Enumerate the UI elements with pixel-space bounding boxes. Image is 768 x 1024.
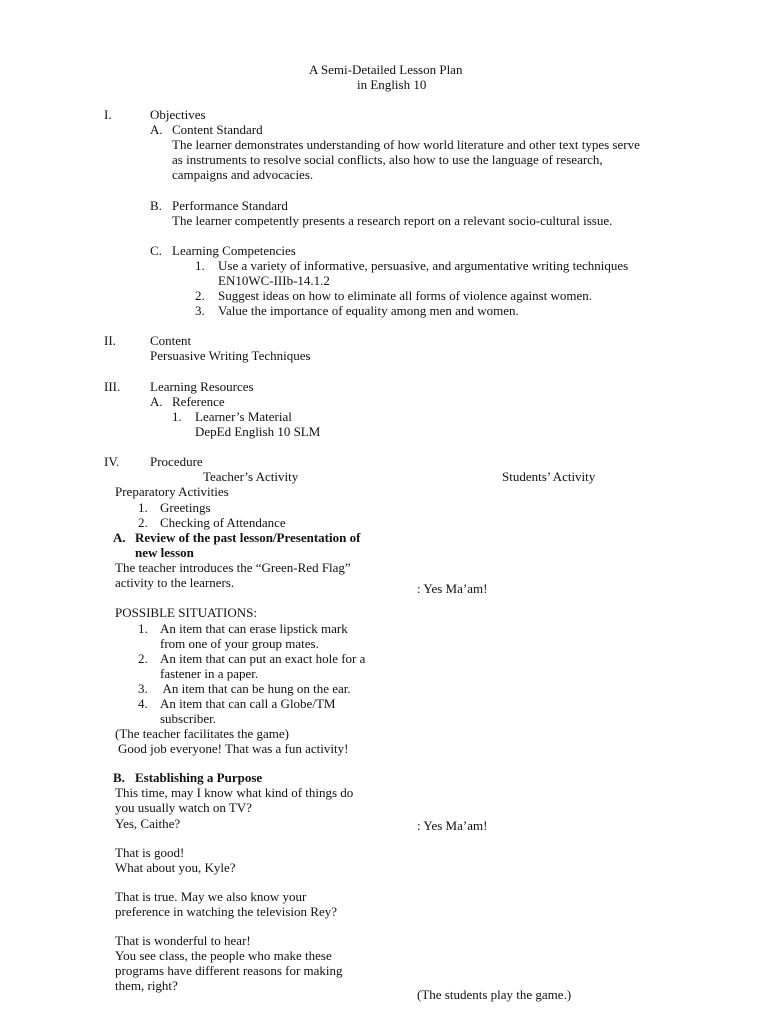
section-numeral: IV. [104, 454, 120, 469]
teacher-line: That is good! [115, 845, 185, 860]
competency-item: Use a variety of informative, persuasive, and argumentative writing techniques [218, 258, 629, 273]
document-title: A Semi-Detailed Lesson Plan [309, 62, 463, 77]
competency-code: EN10WC-IIIb-14.1.2 [218, 273, 330, 288]
column-header-students: Students’ Activity [502, 469, 596, 484]
subsection-letter: A. [150, 122, 163, 137]
student-note: (The students play the game.) [417, 987, 572, 1002]
section-heading-learning-resources: Learning Resources [150, 379, 254, 394]
student-reply: : Yes Ma’am! [417, 818, 488, 833]
subsection-heading-learning-competencies: Learning Competencies [172, 243, 296, 258]
performance-standard-line: The learner competently presents a research report on a relevant socio-cultural issue. [172, 213, 613, 228]
list-item-number: 3. [195, 303, 205, 318]
list-item-number: 2. [138, 515, 148, 530]
situation-item: An item that can erase lipstick mark [160, 621, 348, 636]
list-item-number: 3. [138, 681, 148, 696]
section-numeral: I. [104, 107, 112, 122]
subsection-heading-reference: Reference [172, 394, 225, 409]
content-topic: Persuasive Writing Techniques [150, 348, 311, 363]
situation-item: An item that can be hung on the ear. [160, 681, 351, 696]
subsection-heading-review-cont: new lesson [135, 545, 194, 560]
subsection-letter: A. [113, 530, 126, 545]
subsection-heading-content-standard: Content Standard [172, 122, 263, 137]
teacher-line: programs have different reasons for making [115, 963, 343, 978]
subsection-letter: C. [150, 243, 162, 258]
subsection-letter: A. [150, 394, 163, 409]
teacher-line: them, right? [115, 978, 178, 993]
teacher-line: What about you, Kyle? [115, 860, 236, 875]
preparatory-heading: Preparatory Activities [115, 484, 229, 499]
teacher-line: you usually watch on TV? [115, 800, 252, 815]
list-item-number: 2. [195, 288, 205, 303]
teacher-line: Yes, Caithe? [115, 816, 181, 831]
situations-heading: POSSIBLE SITUATIONS: [115, 605, 257, 620]
situation-item: An item that can put an exact hole for a [160, 651, 366, 666]
document-subtitle: in English 10 [357, 77, 427, 92]
preparatory-item: Checking of Attendance [160, 515, 286, 530]
teacher-line: That is wonderful to hear! [115, 933, 251, 948]
teacher-line: You see class, the people who make these [115, 948, 332, 963]
teacher-line: Good job everyone! That was a fun activity! [118, 741, 349, 756]
section-heading-objectives: Objectives [150, 107, 206, 122]
teacher-line: This time, may I know what kind of things do [115, 785, 354, 800]
subsection-letter: B. [113, 770, 125, 785]
teacher-note: (The teacher facilitates the game) [115, 726, 289, 741]
content-standard-line: as instruments to resolve social conflicts, also how to use the language of research, [172, 152, 603, 167]
subsection-letter: B. [150, 198, 162, 213]
situation-item: from one of your group mates. [160, 636, 319, 651]
teacher-line: The teacher introduces the “Green-Red Flag” [115, 560, 351, 575]
subsection-heading-performance-standard: Performance Standard [172, 198, 288, 213]
list-item-number: 2. [138, 651, 148, 666]
section-heading-procedure: Procedure [150, 454, 203, 469]
section-numeral: III. [104, 379, 121, 394]
teacher-line: That is true. May we also know your [115, 889, 307, 904]
competency-item: Suggest ideas on how to eliminate all forms of violence against women. [218, 288, 593, 303]
subsection-heading-review: Review of the past lesson/Presentation of [135, 530, 361, 545]
list-item-number: 1. [172, 409, 182, 424]
teacher-line: preference in watching the television Rey? [115, 904, 337, 919]
situation-item: subscriber. [160, 711, 216, 726]
student-reply: : Yes Ma’am! [417, 581, 488, 596]
list-item-number: 1. [195, 258, 205, 273]
list-item-number: 1. [138, 621, 148, 636]
reference-item-heading: Learner’s Material [195, 409, 292, 424]
section-heading-content: Content [150, 333, 192, 348]
list-item-number: 1. [138, 500, 148, 515]
content-standard-line: campaigns and advocacies. [172, 167, 314, 182]
content-standard-line: The learner demonstrates understanding of how world literature and other text types serve [172, 137, 640, 152]
reference-item: DepEd English 10 SLM [195, 424, 321, 439]
section-numeral: II. [104, 333, 116, 348]
situation-item: An item that can call a Globe/TM [160, 696, 336, 711]
teacher-line: activity to the learners. [115, 575, 235, 590]
competency-item: Value the importance of equality among men and women. [218, 303, 519, 318]
situation-item: fastener in a paper. [160, 666, 259, 681]
list-item-number: 4. [138, 696, 148, 711]
subsection-heading-purpose: Establishing a Purpose [135, 770, 263, 785]
preparatory-item: Greetings [160, 500, 211, 515]
column-header-teacher: Teacher’s Activity [203, 469, 299, 484]
